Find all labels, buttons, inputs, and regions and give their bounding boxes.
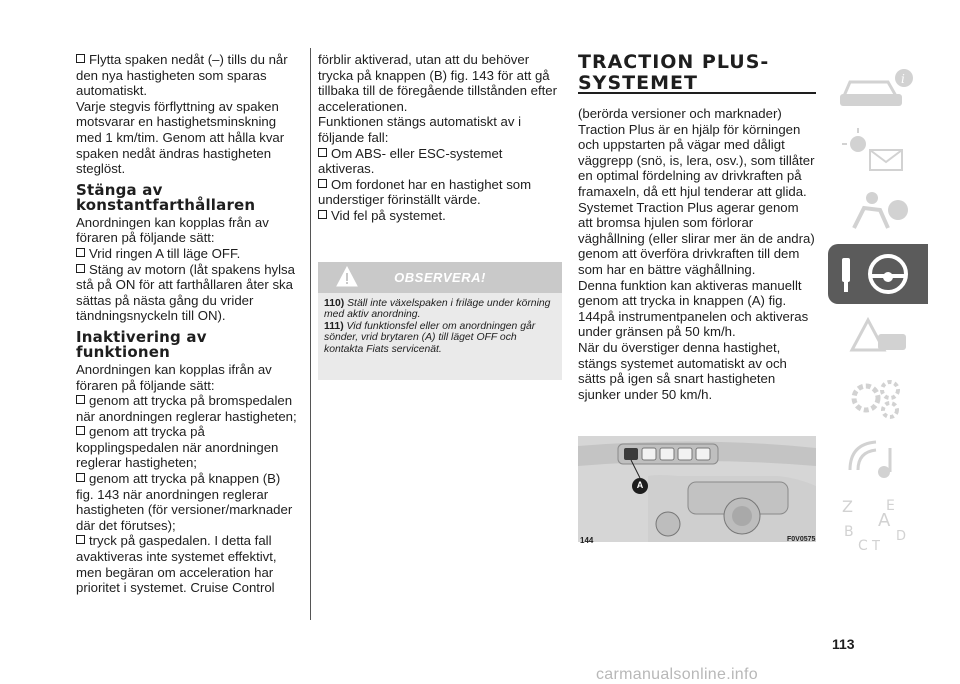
paragraph: Systemet Traction Plus agerar genom att bromsa hjulen som förlorar väghållning (eller slirar mer än de andra) genom att överföra drivkraften till dem som har en bättre väghållning.	[578, 199, 815, 277]
checkbox-bullet-icon	[76, 473, 85, 482]
figure-code: F0V0575	[787, 536, 816, 543]
bullet-text: genom att trycka på knappen (B) fig. 143 när anordningen reglerar hastigheten (för versioner/marknader där det förutses);	[76, 471, 293, 533]
figure-number: 144	[580, 536, 594, 545]
tab-steering-key[interactable]	[828, 244, 928, 304]
column-2	[318, 52, 562, 224]
column-separator	[310, 48, 311, 620]
note-text: Ställ inte växelspaken i friläge under körning med aktiv anordning.	[324, 298, 551, 321]
index-letter: E	[886, 498, 895, 514]
paragraph: Denna funktion kan aktiveras manuellt genom att trycka in knappen (A) fig. 144på instrumentpanelen och aktiveras under gränsen på 50 km/h.	[578, 277, 809, 340]
steering-key-icon	[828, 244, 928, 304]
checkbox-bullet-icon	[76, 264, 85, 273]
column-1	[76, 52, 298, 596]
figure-label-a: A	[636, 480, 644, 490]
checkbox-bullet-icon	[76, 395, 85, 404]
page-number: 113	[832, 636, 855, 652]
chapter-tabs	[828, 58, 928, 554]
heading-inactivation: Inaktivering av funktionen	[76, 327, 207, 361]
index-letter: C	[858, 538, 868, 552]
paragraph: Varje stegvis förflyttning av spaken motsvarar en hastighetsminskning med 1 km/tim. Genom att hålla kvar spaken nedåt ändras hastigheten steglöst.	[76, 98, 285, 177]
notice-header	[318, 262, 562, 293]
maintenance-icon	[828, 368, 928, 428]
bullet-text: genom att trycka på kopplingspedalen när anordningen reglerar hastigheten;	[76, 424, 279, 471]
paragraph: När du överstiger denna hastighet, stängs systemet automatiskt av och sätts på igen så snart hastigheten sjunker under 50 km/h.	[578, 339, 787, 402]
note-number: 111)	[324, 320, 344, 332]
paragraph: Anordningen kan kopplas från av föraren på följande sätt:	[76, 214, 269, 246]
checkbox-bullet-icon	[76, 54, 85, 63]
heading-stop-cruise: Stänga av konstantfarthållaren	[76, 180, 256, 214]
index-letter: D	[896, 529, 907, 544]
index-letter: B	[844, 524, 854, 540]
multimedia-icon	[828, 430, 928, 490]
index-icon	[828, 492, 928, 552]
checkbox-bullet-icon	[76, 535, 85, 544]
paragraph: Anordningen kan kopplas ifrån av föraren på följande sätt:	[76, 361, 272, 393]
tab-car-info[interactable]	[828, 58, 928, 118]
bullet-item	[76, 424, 298, 471]
checkbox-bullet-icon	[318, 210, 327, 219]
notice-note	[324, 298, 554, 321]
paragraph: Traction Plus är en hjälp för körningen och uppstarten på vägar med dåligt väggrepp (snö, is, lera, osv.), som tillåter en optimal fördelning av drivkraften på framaxeln, då ett hjul tenderar att glida.	[578, 121, 815, 199]
figure-dashboard-photo	[578, 436, 816, 542]
column-3	[578, 52, 816, 402]
watermark-text: carmanualsonline.info	[596, 666, 758, 683]
emergency-icon	[828, 306, 928, 366]
checkbox-bullet-icon	[318, 148, 327, 157]
tab-warning-lights[interactable]	[828, 120, 928, 180]
notice-title: OBSERVERA!	[394, 270, 486, 285]
note-text: Vid funktionsfel eller om anordningen går sönder, vrid brytaren (A) till läget OFF och kontakta Fiats servicenät.	[324, 320, 536, 355]
checkbox-bullet-icon	[318, 179, 327, 188]
bullet-item	[76, 471, 298, 533]
bullet-item	[76, 52, 298, 99]
tab-emergency[interactable]	[828, 306, 928, 366]
bullet-text: Vrid ringen A till läge OFF.	[89, 245, 241, 261]
airbag-icon	[828, 182, 928, 242]
bullet-text: Stäng av motorn (låt spakens hylsa stå på ON för att farthållaren åter ska sättas på nästa gång du vrider tändningsnyckeln till ON).	[76, 261, 295, 324]
bullet-item	[76, 262, 298, 324]
index-letter: Z	[842, 497, 853, 516]
bullet-text: Om fordonet har en hastighet som understiger förinställt värde.	[318, 176, 532, 208]
notice-note	[324, 321, 554, 355]
paragraph: förblir aktiverad, utan att du behöver trycka på knappen (B) fig. 143 för att gå tillbaka till de föregående tillstånden efter accelerationen.	[318, 52, 557, 114]
svg-text:i: i	[901, 72, 905, 86]
notice-body	[318, 293, 562, 355]
bullet-text: Vid fel på systemet.	[331, 207, 446, 223]
tab-multimedia[interactable]	[828, 430, 928, 490]
note-number: 110)	[324, 298, 345, 309]
index-letter: A	[878, 510, 891, 531]
paragraph: Funktionen stängs automatiskt av i följande fall:	[318, 114, 522, 145]
section-title: TRACTION PLUS-SYSTEMET	[578, 51, 770, 94]
bullet-item	[76, 393, 298, 424]
bullet-text: tryck på gaspedalen. I detta fall avaktiveras inte systemet effektivt, men begäran om acceleration har prioritet i systemet. Cruise Control	[76, 533, 277, 596]
checkbox-bullet-icon	[76, 426, 85, 435]
tab-airbag[interactable]	[828, 182, 928, 242]
warning-lights-icon	[828, 120, 928, 180]
bullet-item	[318, 208, 562, 224]
checkbox-bullet-icon	[76, 248, 85, 257]
bullet-item	[76, 533, 298, 595]
bullet-item	[76, 246, 298, 262]
bullet-text: Flytta spaken nedåt (–) tills du når den nya hastigheten som sparas automatiskt.	[76, 52, 288, 99]
tab-index[interactable]	[828, 492, 928, 552]
paragraph: (berörda versioner och marknader)	[578, 106, 782, 121]
bullet-text: Om ABS- eller ESC-systemet aktiveras.	[318, 145, 503, 177]
bullet-item	[318, 177, 562, 208]
car-info-icon	[828, 58, 928, 118]
tab-maintenance[interactable]	[828, 368, 928, 428]
bullet-text: genom att trycka på bromspedalen när anordningen reglerar hastigheten;	[76, 393, 297, 424]
dashboard-illustration	[578, 436, 816, 542]
index-letter: T	[872, 539, 880, 552]
notice-box	[318, 262, 562, 380]
bullet-item	[318, 146, 562, 177]
